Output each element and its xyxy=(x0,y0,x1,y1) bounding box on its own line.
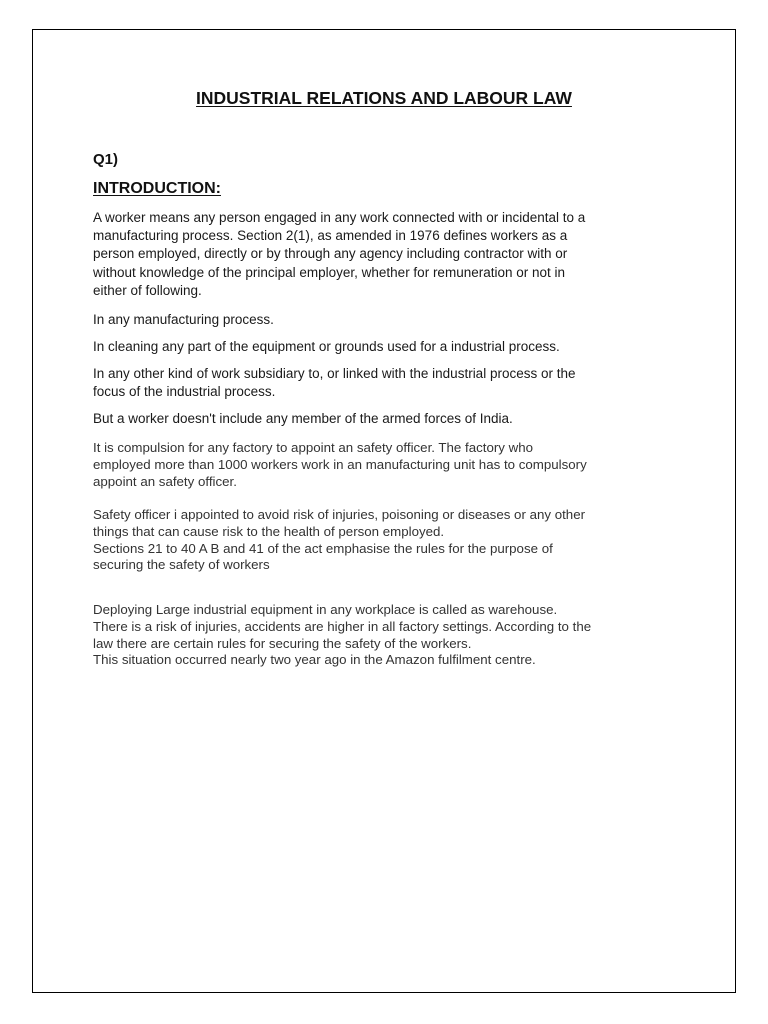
text-line: law there are certain rules for securing the safety of the workers. xyxy=(93,635,472,651)
paragraph-worker-definition xyxy=(93,209,683,300)
text-line: either of following. xyxy=(93,282,202,298)
text-line: employed more than 1000 workers work in an manufacturing unit has to compulsory xyxy=(93,456,587,472)
text-line: A worker means any person engaged in any work connected with or incidental to a xyxy=(93,210,586,225)
section-heading-introduction: INTRODUCTION: xyxy=(93,180,221,197)
text-line: focus of the industrial process. xyxy=(93,384,276,400)
text-line: without knowledge of the principal employer, whether for remuneration or not in xyxy=(93,264,566,280)
paragraph-subsidiary-work xyxy=(93,365,683,401)
question-label: Q1) xyxy=(93,151,119,168)
text-line: securing the safety of workers xyxy=(93,557,270,573)
text-line: There is a risk of injuries, accidents are higher in all factory settings. According to the xyxy=(93,618,592,634)
text-line: appoint an safety officer. xyxy=(93,473,237,489)
text-line: In any other kind of work subsidiary to, or linked with the industrial process or the xyxy=(93,366,576,381)
text-line: In any manufacturing process. xyxy=(93,312,274,327)
paragraph-armed-forces-exclusion xyxy=(93,410,683,428)
text-line: things that can cause risk to the health of person employed. xyxy=(93,523,445,539)
text-line: Deploying Large industrial equipment in any workplace is called as warehouse. xyxy=(93,602,558,617)
text-line: In cleaning any part of the equipment or grounds used for a industrial process. xyxy=(93,339,560,354)
paragraph-cleaning-equipment xyxy=(93,338,683,356)
text-line: But a worker doesn't include any member of the armed forces of India. xyxy=(93,411,513,426)
paragraph-manufacturing-process xyxy=(93,311,683,329)
document-title: INDUSTRIAL RELATIONS AND LABOUR LAW xyxy=(196,88,572,108)
text-line: It is compulsion for any factory to appoint an safety officer. The factory who xyxy=(93,440,534,455)
text-line: Safety officer i appointed to avoid risk of injuries, poisoning or diseases or any other xyxy=(93,507,586,522)
text-line: person employed, directly or by through any agency including contractor with or xyxy=(93,246,568,262)
text-line: This situation occurred nearly two year ago in the Amazon fulfilment centre. xyxy=(93,652,536,668)
paragraph-safety-officer-duties xyxy=(93,507,683,574)
paragraph-warehouse-safety xyxy=(93,602,683,669)
text-line: Sections 21 to 40 A B and 41 of the act emphasise the rules for the purpose of xyxy=(93,540,553,556)
text-line: manufacturing process. Section 2(1), as amended in 1976 defines workers as a xyxy=(93,228,568,244)
paragraph-safety-officer-requirement xyxy=(93,440,683,490)
